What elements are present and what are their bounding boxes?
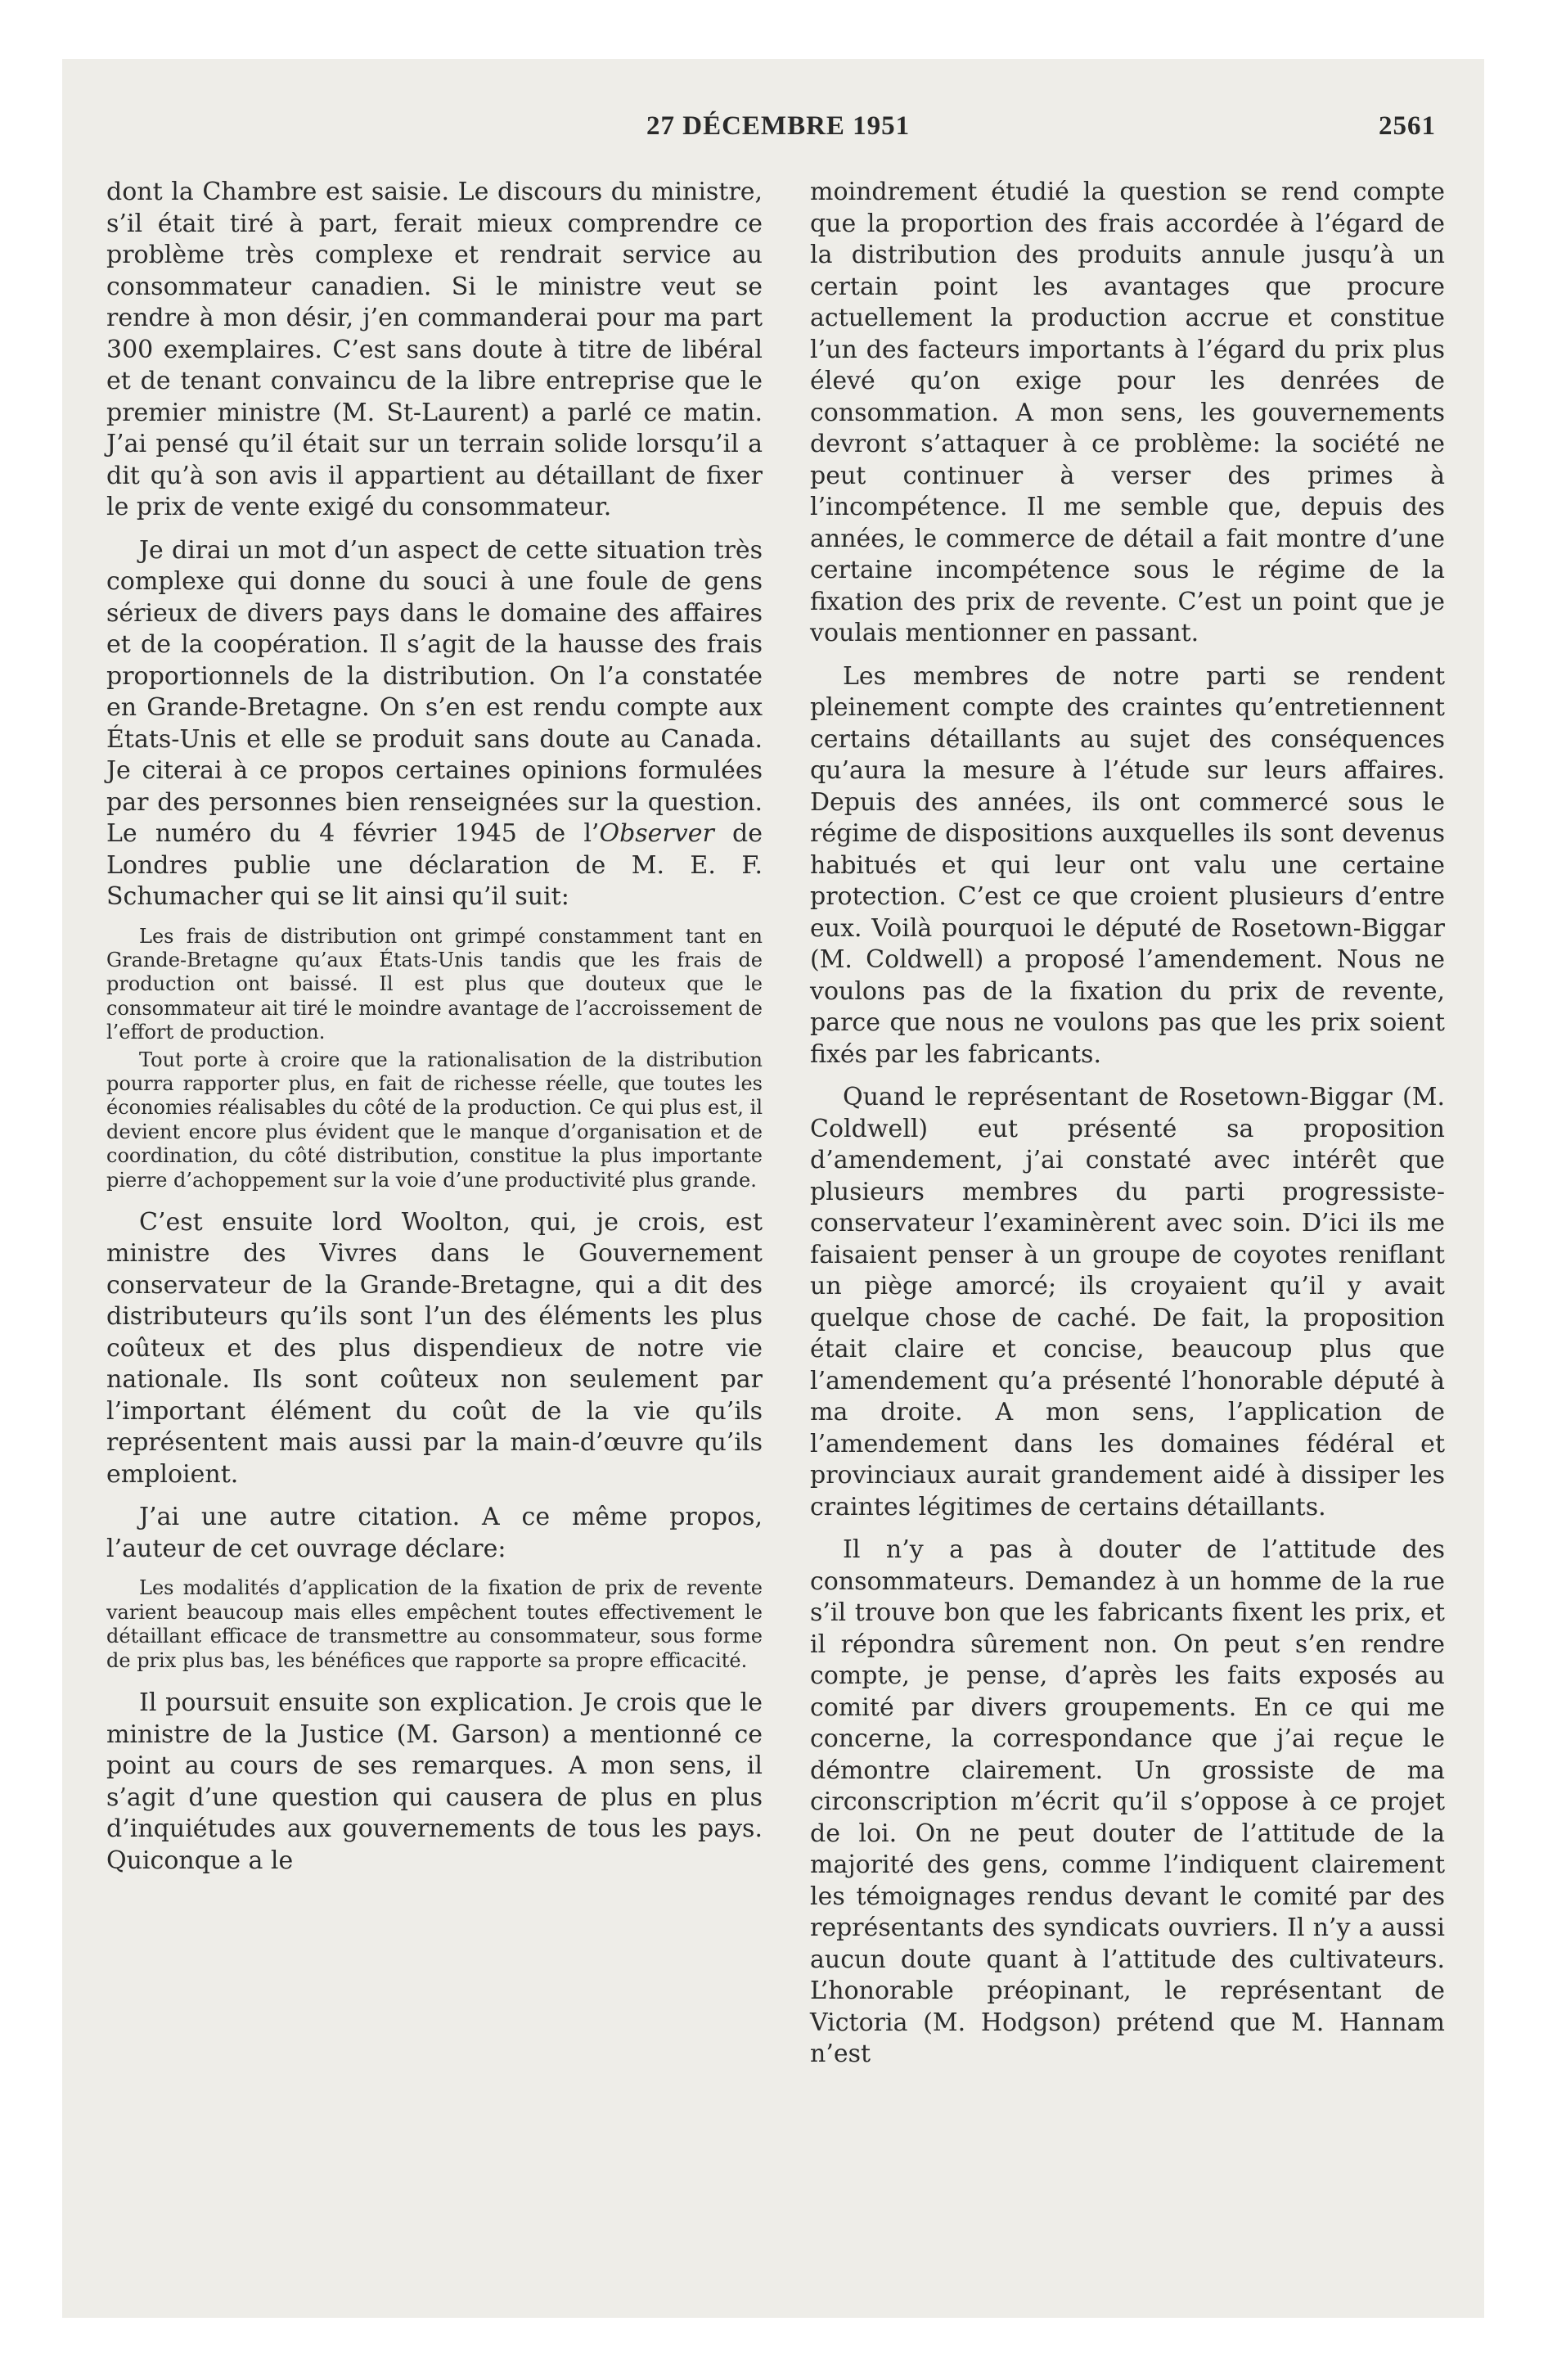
page-number: 2561 [1379,111,1436,141]
block-quote: Tout porte à croire que la rationalisation de la distribution pourra rapporter plus, en fait de richesse réelle, que toutes les économies réalisables du côté de la production. Ce qui plus est, il devient encore plus évident que le manque d’organisation et de coordination, du côté distribution, constitue la plus importante pierre d’achoppement sur la voie d’une productivité plus grande. [106,1048,763,1192]
paragraph: moindrement étudié la question se rend compte que la proportion des frais accordée à l’égard de la distribution des produits annule jusqu’à un certain point les avantages que procure actuellement la production accrue et constitue l’un des facteurs importants à l’égard du prix plus élevé qu’on exige pour les denrées de consommation. A mon sens, les gouvernements devront s’attaquer à ce problème: la société ne peut continuer à verser des primes à l’incompétence. Il me semble que, depuis des années, le commerce de détail a fait montre d’une certaine incompétence sous le régime de la fixation des prix de revente. C’est un point que je voulais mentionner en passant. [810,178,1445,647]
paragraph: J’ai une autre citation. A ce même propos, l’auteur de cet ouvrage déclare: [106,1503,763,1563]
paragraph: Il n’y a pas à douter de l’attitude des consommateurs. Demandez à un homme de la rue s’il trouve bon que les fabricants fixent les prix, et il répondra sûrement non. On peut s’en rendre compte, je pense, d’après les faits exposés au comité par divers groupements. En ce qui me concerne, la correspondance que j’ai reçue le démontre clairement. Un grossiste de ma circonscription m’écrit qu’il s’oppose à ce projet de loi. On ne peut douter de l’attitude de la majorité des gens, comme l’indiquent clairement les témoignages rendus devant le comité par des représentants des syndicats ouvriers. Il n’y a aussi aucun doute quant à l’attitude des cultivateurs. L’honorable préopinant, le représentant de Victoria (M. Hodgson) prétend que M. Hannam n’est [810,1535,1445,2068]
block-quote: Les frais de distribution ont grimpé constamment tant en Grande-Bretagne qu’aux États-Unis tandis que les frais de production ont baissé. Il est plus que douteux que le consommateur ait tiré le moindre avantage de l’accroissement de l’effort de production. [106,924,763,1044]
right-column [810,177,1445,2082]
left-column [106,177,763,1888]
block-quote: Les modalités d’application de la fixation de prix de revente varient beaucoup mais elles empêchent toutes effectivement le détaillant efficace de transmettre au consommateur, sous forme de prix plus bas, les bénéfices que rapporte sa propre efficacité. [106,1576,763,1672]
paragraph-text: Je dirai un mot d’un aspect de cette situation très complexe qui donne du souci à une foule de gens sérieux de divers pays dans le domaine des affaires et de la coopération. Il s’agit de la hausse des frais proportionnels de la distribution. On l’a constatée en Grande-Bretagne. On s’en est rendu compte aux États-Unis et elle se produit sans doute au Canada. Je citerai à ce propos certaines opinions formulées par des personnes bien renseignées sur la question. Le numéro du 4 février 1945 de l’ [106,535,763,848]
paragraph-with-citation [106,535,763,913]
paragraph: dont la Chambre est saisie. Le discours du ministre, s’il était tiré à part, ferait mieux comprendre ce problème très complexe et rendrait service au consommateur canadien. Si le ministre veut se rendre à mon désir, j’en commanderai pour ma part 300 exemplaires. C’est sans doute à titre de libéral et de tenant convaincu de la libre entreprise que le premier ministre (M. St-Laurent) a parlé ce matin. J’ai pensé qu’il était sur un terrain solide lorsqu’il a dit qu’à son avis il appartient au détaillant de fixer le prix de vente exigé du consommateur. [106,178,763,521]
header-date: 27 DÉCEMBRE 1951 [646,111,911,141]
publication-title: Observer [599,819,714,848]
paragraph-text: de Londres publie une déclaration de M. E. F. Schumacher qui se lit ainsi qu’il suit: [106,819,763,911]
paragraph: Les membres de notre parti se rendent pleinement compte des craintes qu’entretiennent certains détaillants au sujet des conséquences qu’aura la mesure à l’étude sur leurs affaires. Depuis des années, ils ont commercé sous le régime de dispositions auxquelles ils sont devenus habitués et qui leur ont valu une certaine protection. C’est ce que croient plusieurs d’entre eux. Voilà pourquoi le député de Rosetown-Biggar (M. Coldwell) a proposé l’amendement. Nous ne voulons pas de la fixation du prix de revente, parce que nous ne voulons pas que les prix soient fixés par les fabricants. [810,661,1445,1069]
paragraph: C’est ensuite lord Woolton, qui, je crois, est ministre des Vivres dans le Gouvernement conservateur de la Grande-Bretagne, qui a dit des distributeurs qu’ils sont l’un des éléments les plus coûteux et des plus dispendieux de notre vie nationale. Ils sont coûteux non seulement par l’important élément du coût de la vie qu’ils représentent mais aussi par la main-d’œuvre qu’ils emploient. [106,1207,763,1489]
paragraph: Il poursuit ensuite son explication. Je crois que le ministre de la Justice (M. Garson) a mentionné ce point au cours de ses remarques. A mon sens, il s’agit d’une question qui causera de plus en plus d’inquiétudes aux gouvernements de tous les pays. Quiconque a le [106,1688,763,1875]
paragraph: Quand le représentant de Rosetown-Biggar (M. Coldwell) eut présenté sa proposition d’amendement, j’ai constaté avec intérêt que plusieurs membres du parti progressiste-conservateur l’examinèrent avec soin. D’ici ils me faisaient penser à un groupe de coyotes reniflant un piège amorcé; ils croyaient qu’il y avait quelque chose de caché. De fait, la proposition était claire et concise, beaucoup plus que l’amendement qu’a présenté l’honorable député à ma droite. A mon sens, l’application de l’amendement dans les domaines fédéral et provinciaux aurait grandement aidé à dissiper les craintes légitimes de certains détaillants. [810,1083,1445,1521]
